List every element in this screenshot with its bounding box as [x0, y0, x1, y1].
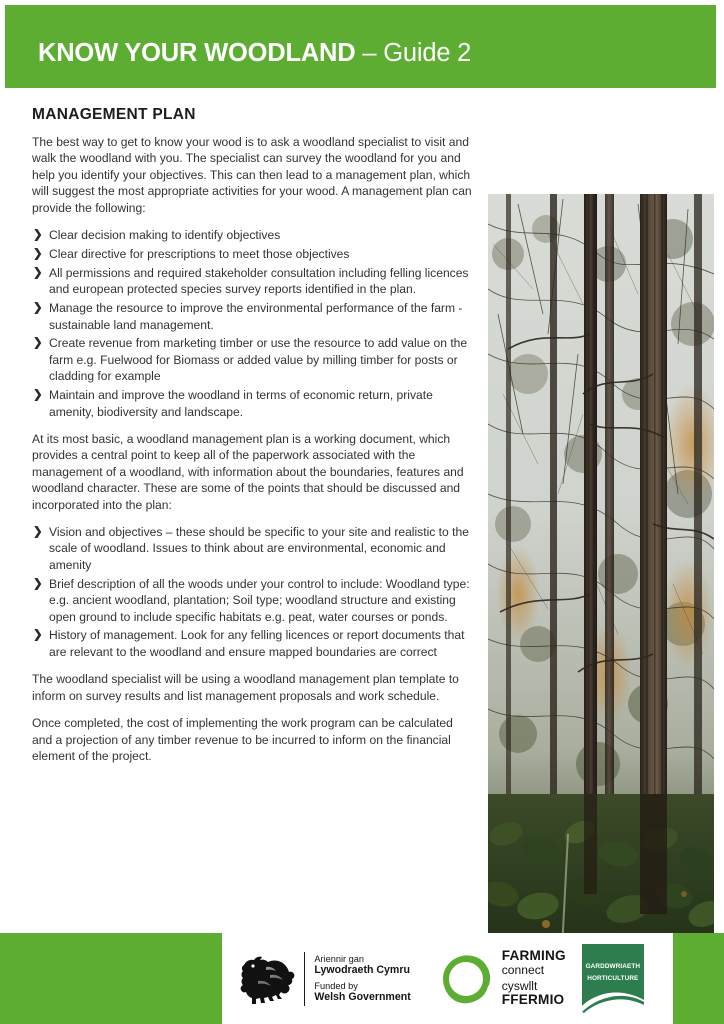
welsh-dragon-icon	[236, 951, 298, 1007]
list-item	[32, 265, 472, 298]
welsh-gov-line-1: Ariennir gan	[314, 953, 364, 964]
farming-connect-line-1: FARMING	[501, 948, 566, 964]
closing-paragraph-1: The woodland specialist will be using a woodland management plan template to inform on survey results and list management proposals and work schedule.	[32, 672, 459, 703]
list-item	[32, 387, 472, 420]
chevron-right-icon: ❯	[33, 526, 43, 539]
woodland-photo-illustration	[488, 194, 714, 988]
logo-divider	[304, 952, 305, 1006]
page-title-strong: KNOW YOUR WOODLAND	[38, 39, 356, 67]
first-bullet-list	[32, 227, 472, 420]
welsh-gov-line-3: Funded by	[314, 980, 358, 991]
list-item-text: Manage the resource to improve the environmental performance of the farm - sustainable land management.	[49, 301, 463, 332]
chevron-right-icon: ❯	[33, 302, 43, 315]
section-title: MANAGEMENT PLAN	[32, 106, 196, 123]
farming-connect-line-4: FFERMIO	[501, 992, 565, 1008]
list-item	[32, 576, 472, 625]
middle-paragraph: At its most basic, a woodland management plan is a working document, which provides a central point to keep all of the paperwork associated with the management of a woodland, with information about the boundaries, features and woodland character. These are some of the points that should be discussed and incorporated into the plan:	[32, 432, 464, 512]
chevron-right-icon: ❯	[33, 337, 43, 350]
list-item-text: Clear directive for prescriptions to meet those objectives	[49, 246, 350, 261]
list-item	[32, 627, 472, 660]
chevron-right-icon: ❯	[33, 577, 43, 590]
text-column	[32, 106, 472, 775]
woodland-photo	[488, 194, 714, 988]
chevron-right-icon: ❯	[33, 629, 43, 642]
list-item-text: History of management. Look for any felling licences or report documents that are relevant to the woodland and ensure mapped boundaries are correct	[49, 628, 465, 659]
welsh-gov-line-4: Welsh Government	[314, 991, 411, 1004]
second-bullet-list	[32, 524, 472, 660]
page-title-light: – Guide 2	[355, 39, 472, 67]
horticulture-line-1: GARDDWRIAETH	[585, 962, 641, 970]
horticulture-text	[582, 961, 644, 985]
closing-paragraph-2: Once completed, the cost of implementing the work program can be calculated and a projection of any timber revenue to be incurred to inform on the financial element of the project.	[32, 716, 453, 763]
footer-bar-right	[673, 933, 724, 1024]
intro-paragraph: The best way to get to know your wood is to ask a woodland specialist to visit and walk the woodland with you. The specialist can survey the woodland for you and help you identify your objectives. This can then lead to a management plan, which will suggest the most appropriate activities for your wood. A management plan can provide the following:	[32, 135, 472, 215]
list-item-text: Clear decision making to identify objectives	[49, 228, 281, 243]
content-area	[0, 88, 724, 900]
farming-connect-line-3: cyswllt	[501, 979, 538, 993]
farming-connect-text	[502, 949, 566, 1007]
welsh-government-logo	[236, 948, 411, 1010]
list-item-text: Brief description of all the woods under your control to include: Woodland type: e.g. ancient woodland, plantation; Soil type; woodland structure and existing open ground to include specific habitats e.g. peat, water courses or ponds.	[49, 576, 470, 624]
chevron-right-icon: ❯	[33, 266, 43, 279]
horticulture-logo	[582, 944, 644, 1014]
chevron-right-icon: ❯	[33, 247, 43, 260]
list-item	[32, 246, 472, 262]
list-item	[32, 227, 472, 243]
farming-connect-logo	[439, 948, 566, 1010]
page-title	[38, 41, 471, 67]
farming-connect-line-2: connect	[501, 962, 545, 977]
list-item	[32, 524, 472, 573]
footer	[0, 933, 724, 1024]
list-item-text: Maintain and improve the woodland in terms of economic return, private amenity, biodiversity and landscape.	[49, 388, 433, 419]
footer-logos	[232, 933, 667, 1024]
farming-connect-ring-icon	[439, 952, 493, 1006]
list-item-text: Vision and objectives – these should be specific to your site and realistic to the scale of woodland. Issues to think about are environmental, economic and amenity	[49, 525, 469, 572]
list-item-text: All permissions and required stakeholder consultation including felling licences and european protected species survey reports identified in the plan.	[49, 265, 469, 297]
welsh-gov-line-2: Lywodraeth Cymru	[314, 964, 410, 977]
header-band	[5, 5, 716, 88]
list-item	[32, 300, 472, 333]
list-item-text: Create revenue from marketing timber or use the resource to add value on the farm e.g. Fuelwood for Biomass or added value by milling timber for posts or cladding for example	[49, 336, 468, 384]
list-item	[32, 335, 472, 384]
chevron-right-icon: ❯	[33, 389, 43, 402]
welsh-government-text	[314, 954, 410, 1004]
footer-bar-left	[0, 933, 222, 1024]
horticulture-line-2: HORTICULTURE	[587, 974, 639, 982]
chevron-right-icon: ❯	[33, 229, 43, 242]
